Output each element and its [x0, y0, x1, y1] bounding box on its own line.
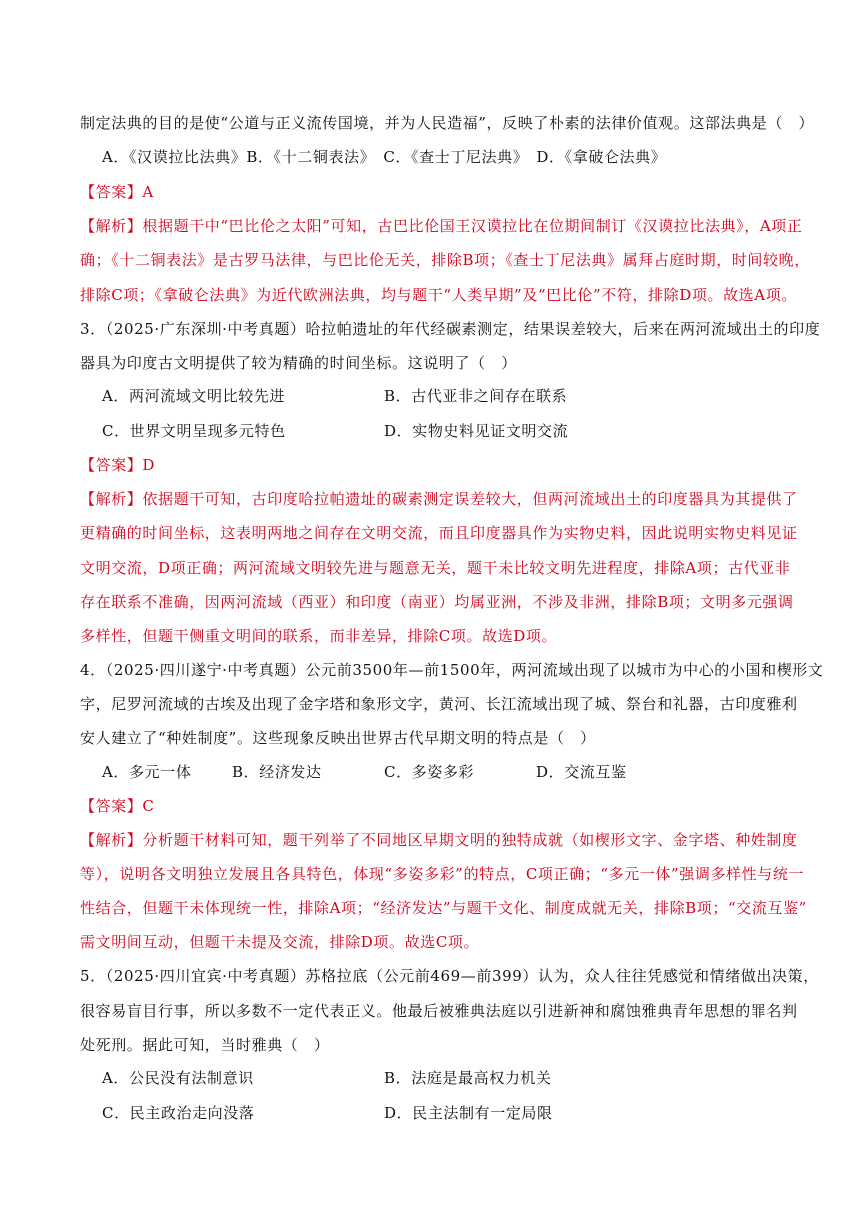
q5-option-d: D．民主法制有一定局限 — [384, 1104, 553, 1122]
q3-answer: 【答案】D — [80, 456, 156, 474]
q2-analysis-line: 排除C项；《拿破仑法典》为近代欧洲法典，均与题干“人类早期”及“巴比伦”不符，排除D项。故选A项。 — [80, 286, 797, 304]
q5-option-c: C．民主政治走向没落 — [102, 1104, 255, 1122]
q4-analysis-line: 需文明间互动，但题干未提及交流，排除D项。故选C项。 — [80, 933, 480, 951]
q3-analysis-line: 多样性，但题干侧重文明间的联系，而非差异，排除C项。故选D项。 — [80, 627, 558, 645]
q4-stem-line: 4．（2025·四川遂宁·中考真题）公元前3500年—前1500年，两河流域出现了以城市为中心的小国和楔形文 — [80, 661, 824, 679]
q3-analysis-line: 文明交流，D项正确；两河流域文明较先进与题意无关，题干未比较文明先进程度，排除A项；古代亚非 — [80, 559, 791, 577]
q3-stem-line: 器具为印度古文明提供了较为精确的时间坐标。这说明了（ ） — [80, 354, 517, 372]
q4-analysis-line: 【解析】分析题干材料可知，题干列举了不同地区早期文明的独特成就（如楔形文字、金字塔、种姓制度 — [80, 831, 798, 849]
q4-option-c: C．多姿多彩 — [384, 763, 475, 781]
q4-analysis-line: 性结合，但题干未体现统一性，排除A项；“经济发达”与题干文化、制度成就无关，排除B项；“交流互鉴” — [80, 899, 807, 917]
q2-analysis-line: 【解析】根据题干中“巴比伦之太阳”可知，古巴比伦国王汉谟拉比在位期间制订《汉谟拉比法典》，A项正 — [80, 217, 803, 235]
q3-analysis-line: 【解析】依据题干可知，古印度哈拉帕遗址的碳素测定误差较大，但两河流域出土的印度器具为其提供了 — [80, 490, 798, 508]
q3-analysis-line: 存在联系不准确，因两河流域（西亚）和印度（南亚）均属亚洲，不涉及非洲，排除B项；文明多元强调 — [80, 593, 794, 611]
q4-option-d: D．交流互鉴 — [536, 763, 627, 781]
q3-option-d: D．实物史料见证文明交流 — [384, 422, 569, 440]
q5-stem-line: 处死刑。据此可知，当时雅典（ ） — [80, 1036, 330, 1054]
q3-stem-line: 3．（2025·广东深圳·中考真题）哈拉帕遗址的年代经碳素测定，结果误差较大，后来在两河流域出土的印度 — [80, 320, 821, 338]
q3-option-b: B．古代亚非之间存在联系 — [384, 387, 568, 405]
q4-analysis-line: 等），说明各文明独立发展且各具特色，体现“多姿多彩”的特点，C项正确；“多元一体”强调多样性与统一 — [80, 865, 805, 883]
q5-option-a: A．公民没有法制意识 — [102, 1069, 254, 1087]
q3-option-a: A．两河流域文明比较先进 — [102, 387, 286, 405]
q4-option-b: B．经济发达 — [232, 763, 322, 781]
q2-options: A．《汉谟拉比法典》B．《十二铜表法》 C．《查士丁尼法典》 D．《拿破仑法典》 — [102, 148, 667, 166]
q3-option-c: C．世界文明呈现多元特色 — [102, 422, 286, 440]
q2-answer: 【答案】A — [80, 183, 154, 201]
q5-option-b: B．法庭是最高权力机关 — [384, 1069, 552, 1087]
q2-stem: 制定法典的目的是使“公道与正义流传国境，并为人民造福”，反映了朴素的法律价值观。这部法典是（ ） — [80, 114, 815, 132]
q4-stem-line: 字，尼罗河流域的古埃及出现了金字塔和象形文字，黄河、长江流域出现了城、祭台和礼器，古印度雅利 — [80, 695, 798, 713]
q5-stem-line: 很容易盲目行事，所以多数不一定代表正义。他最后被雅典法庭以引进新神和腐蚀雅典青年思想的罪名判 — [80, 1002, 798, 1020]
q2-analysis-line: 确；《十二铜表法》是古罗马法律，与巴比伦无关，排除B项；《查士丁尼法典》属拜占庭时期，时间较晚， — [80, 251, 810, 269]
q4-answer: 【答案】C — [80, 797, 155, 815]
q3-analysis-line: 更精确的时间坐标，这表明两地之间存在文明交流，而且印度器具作为实物史料，因此说明实物史料见证 — [80, 524, 798, 542]
q5-stem-line: 5．（2025·四川宜宾·中考真题）苏格拉底（公元前469—前399）认为，众人往往凭感觉和情绪做出决策， — [80, 967, 819, 985]
q4-option-a: A．多元一体 — [102, 763, 192, 781]
q4-stem-line: 安人建立了“种姓制度”。这些现象反映出世界古代早期文明的特点是（ ） — [80, 729, 596, 747]
